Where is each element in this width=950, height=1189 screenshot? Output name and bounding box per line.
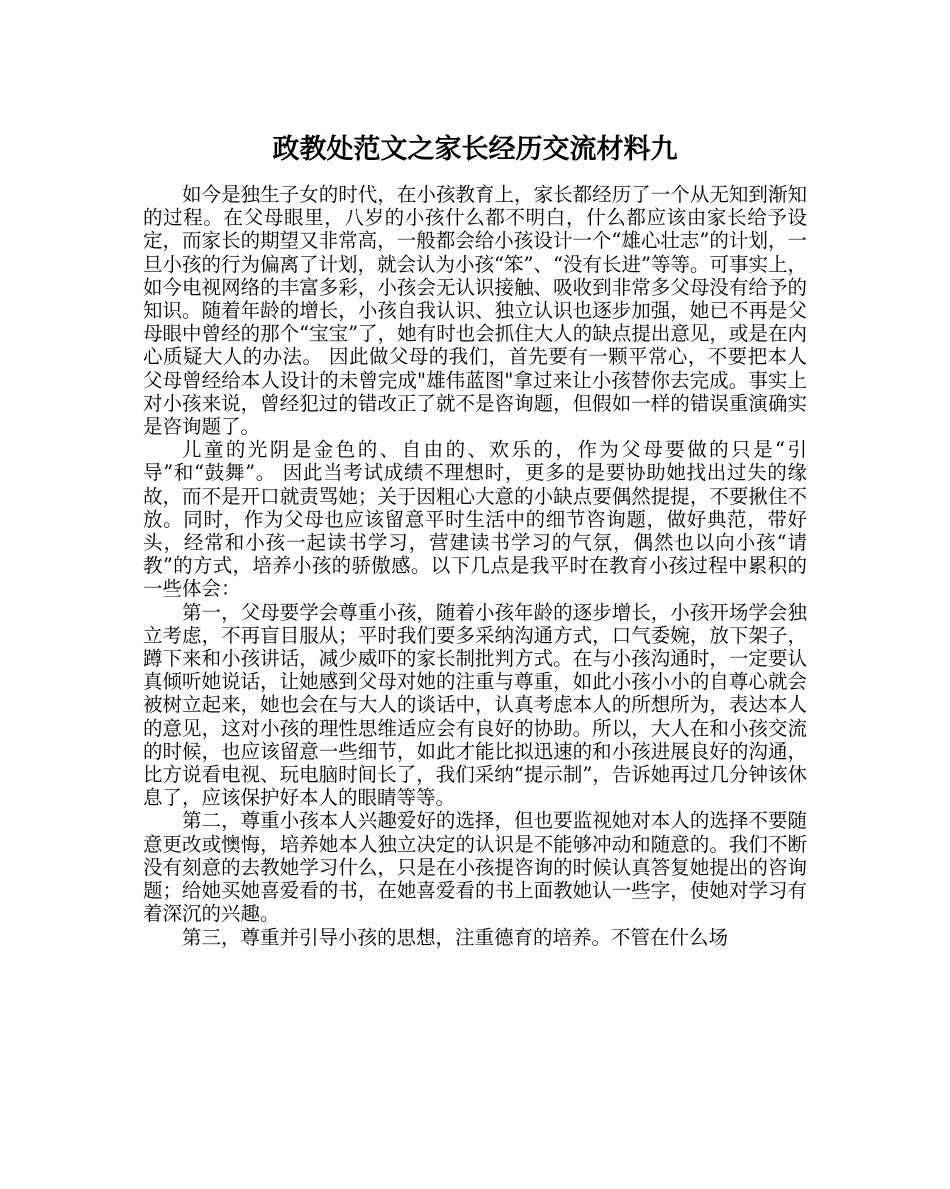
paragraph-1: 如今是独生子女的时代，在小孩教育上，家长都经历了一个从无知到渐知的过程。在父母眼里，八岁的小孩什么都不明白，什么都应该由家长给予设定，而家长的期望又非常高，一般都会给小孩设计一个“雄心壮志”的计划，一旦小孩的行为偏离了计划，就会认为小孩“笨”、“没有长进”等等。可事实上，如今电视网络的丰富多彩，小孩会无认识接触、吸收到非常多父母没有给予的知识。随着年龄的增长，小孩自我认识、独立认识也逐步加强，她已不再是父母眼中曾经的那个“宝宝”了，她有时也会抓住大人的缺点提出意见，或是在内心质疑大人的办法。 因此做父母的我们，首先要有一颗平常心，不要把本人父母曾经给本人设计的未曾完成"雄伟蓝图"拿过来让小孩替你去完成。事实上对小孩来说，曾经犯过的错改正了就不是咨询题，但假如一样的错误重演确实是咨询题了。 bbox=[143, 183, 807, 439]
paragraph-5: 第三，尊重并引导小孩的思想，注重德育的培养。不管在什么场 bbox=[182, 925, 729, 949]
paragraph-4: 第二，尊重小孩本人兴趣爱好的选择，但也要监视她对本人的选择不要随意更改或懊悔，培养她本人独立决定的认识是不能够冲动和随意的。我们不断没有刻意的去教她学习什么，只是在小孩提咨询的时候认真答复她提出的咨询题；给她买她喜爱看的书，在她喜爱看的书上面教她认一些字，使她对学习有着深沉的兴趣。 bbox=[143, 809, 807, 926]
document-title: 政教处范文之家长经历交流材料九 bbox=[272, 134, 678, 165]
paragraph-3: 第一，父母要学会尊重小孩，随着小孩年龄的逐步增长，小孩开场学会独立考虑，不再盲目服从；平时我们要多采纳沟通方式，口气委婉，放下架子，蹲下来和小孩讲话，减少威吓的家长制批判方式。在与小孩沟通时，一定要认真倾听她说话，让她感到父母对她的注重与尊重，如此小孩小小的自尊心就会被树立起来，她也会在与大人的谈话中，认真考虑本人的所想所为，表达本人的意见，这对小孩的理性思维适应会有良好的协助。所以，大人在和小孩交流的时候，也应该留意一些细节，如此才能比拟迅速的和小孩进展良好的沟通，比方说看电视、玩电脑时间长了，我们采纳“提示制”，告诉她再过几分钟该休息了，应该保护好本人的眼睛等等。 bbox=[143, 600, 807, 810]
document-body bbox=[143, 183, 807, 949]
paragraph-2: 儿童的光阴是金色的、自由的、欢乐的，作为父母要做的只是“引导”和“鼓舞”。 因此当考试成绩不理想时，更多的是要协助她找出过失的缘故，而不是开口就责骂她；关于因粗心大意的小缺点要偶然提提，不要揪住不放。同时，作为父母也应该留意平时生活中的细节咨询题，做好典范，带好头，经常和小孩一起读书学习，营建读书学习的气氛，偶然也以向小孩“请教”的方式，培养小孩的骄傲感。以下几点是我平时在教育小孩过程中累积的一些体会： bbox=[143, 438, 807, 601]
